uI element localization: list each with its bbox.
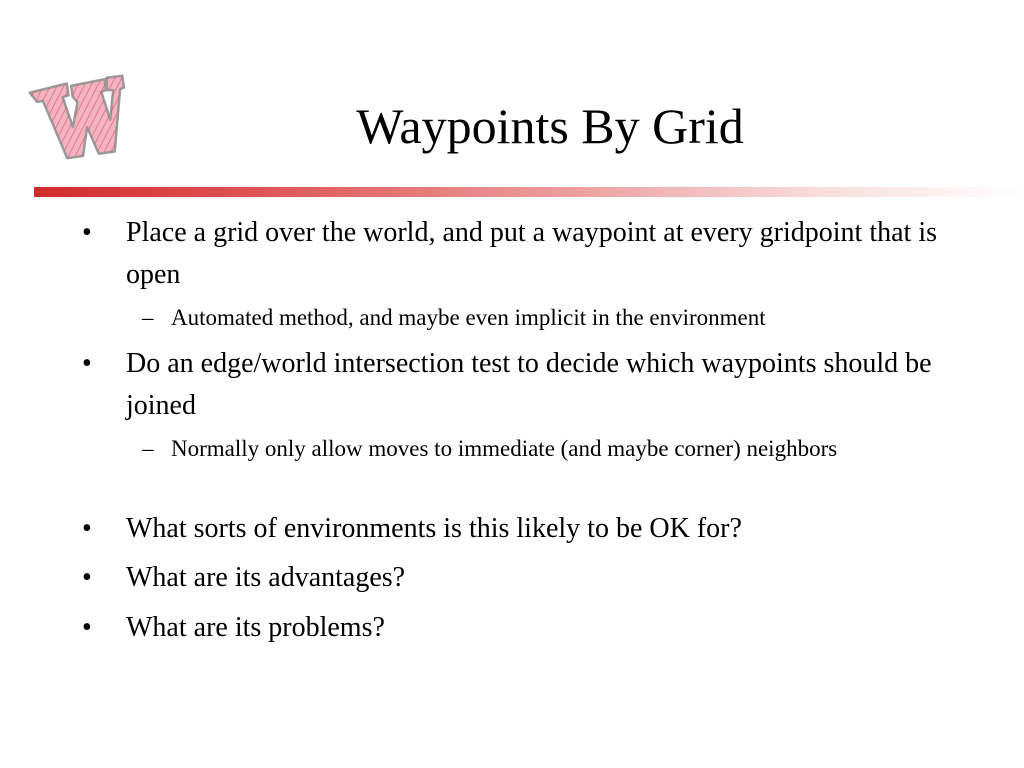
sub-bullet-text: Normally only allow moves to immediate (and maybe corner) neighbors [171,436,838,461]
bullet-marker: • [82,513,92,544]
bullet-item [82,557,942,599]
bullet-marker: • [82,348,92,379]
bullet-item [82,343,942,427]
bullet-marker: • [82,562,92,593]
slide-title: Waypoints By Grid [356,98,744,154]
bullet-marker: • [82,217,92,248]
bullet-marker: • [82,612,92,643]
sub-bullet-marker: – [142,305,154,330]
sub-bullet-item [142,432,942,466]
bullet-text: Place a grid over the world, and put a waypoint at every gridpoint that is open [126,217,938,290]
bullet-text: What are its problems? [126,612,385,643]
bullet-item [82,607,942,649]
bullet-text: What are its advantages? [126,562,406,593]
bullet-text: What sorts of environments is this likely to be OK for? [126,513,742,544]
sub-bullet-text: Automated method, and maybe even implicit in the environment [171,305,766,330]
sub-bullet-item [142,301,942,335]
sub-bullet-marker: – [142,436,154,461]
bullet-text: Do an edge/world intersection test to decide which waypoints should be joined [126,348,932,421]
bullet-item [82,212,942,296]
bullet-item [82,508,942,550]
